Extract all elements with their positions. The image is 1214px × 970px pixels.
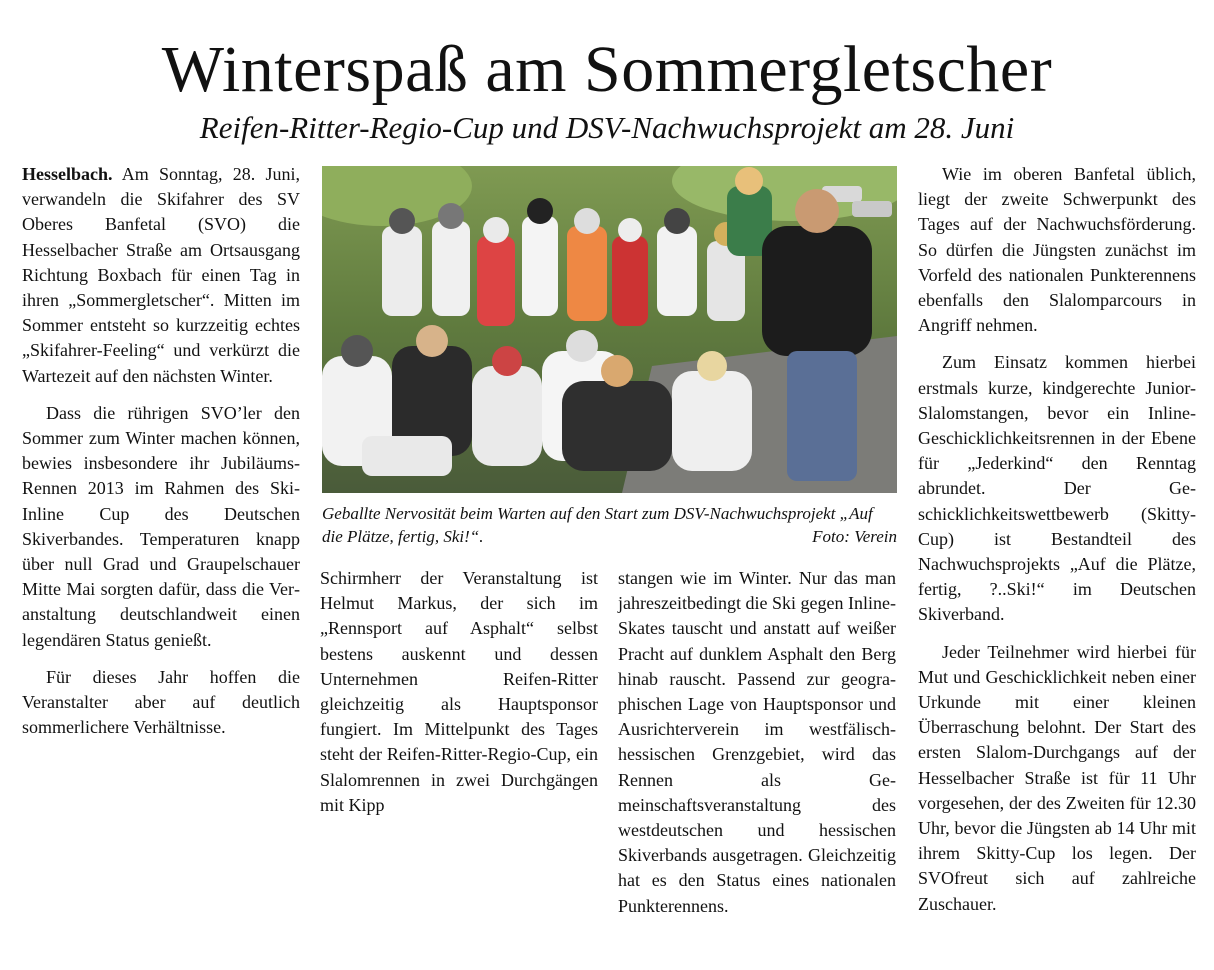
- photo-caption: [322, 502, 897, 548]
- article-headline: Winterspaß am Sommergletscher: [161, 33, 1053, 106]
- article-photo: [322, 166, 897, 493]
- article-column-5: [918, 162, 1196, 929]
- article-paragraph: Schirmherr der Veranstaltung ist Helmut Markus, der sich im „Rennsport auf Asphalt“ selbst bestens auskennt und dessen Unternehmen Reifen-Ritter gleichzeitig als Hauptsponsor fungiert. Im Mittelpunkt des Tages steht der Reifen-Ritter-Regio-Cup, ein Slalomrennen in zwei Durchgängen mit Kipp: [320, 568, 598, 815]
- article-subheadline: Reifen-Ritter-Regio-Cup und DSV-Nachwuchsprojekt am 28. Juni: [199, 110, 1015, 145]
- article-paragraph: Dass die rührigen SVO’ler den Sommer zum Winter machen können, bewies insbesondere ihr Jubiläums-Rennen 2013 im Rahmen des Ski-Inline Cup des Deutschen Skiverbandes. Temperaturen knapp über null Grad und Graupelschauer Mitte Mai sorgten dafür, dass die Veranstaltung deutschlandweit einen legendären Status genießt.: [22, 402, 300, 650]
- article-paragraph: Jeder Teilnehmer wird hierbei für Mut und Geschicklichkeit neben einer Urkunde mit einer kleinen Überraschung belohnt. Der Start des ersten Slalom-Durchgangs auf der Hesselbacher Straße ist für 11 Uhr vorgesehen, der des Zweiten für 12.30 Uhr, bevor die Jüngsten ab 14 Uhr mit ihrem Skitty-Cup los legen. Der SVOfreut sich auf zahlreiche Zuschauer.: [918, 641, 1196, 914]
- photo-credit: Foto: Verein: [812, 527, 897, 546]
- caption-text: Geballte Nervosität beim Warten auf den Start zum DSV-Nachwuchsprojekt „Auf die Plätze, fertig, Ski!“.: [322, 504, 873, 546]
- article-paragraph: Für dieses Jahr hoffen die Veranstalter aber auf deutlich sommerlichere Verhältnisse.: [22, 666, 300, 738]
- article-column-3: [320, 566, 598, 830]
- paragraph-text: Am Sonntag, 28. Juni, verwandeln die Skifahrer des SV Oberes Banfetal (SVO) die Hesselbacher Straße am Ortsausgang Richtung Boxbach für einen Tag in ihren „Sommergletscher“. Mitten im Sommer entsteht so kurzzeitig echtes „Skifahrer-Feeling“ und verkürzt die Wartezeit auf den nächsten Winter.: [22, 164, 300, 386]
- article-column-1: [22, 162, 300, 752]
- article-paragraph: stangen wie im Winter. Nur das man jahreszeitbedingt die Ski gegen Inline-Skates tauscht und anstatt auf weißer Pracht auf dunklem Asphalt den Berg hinab rauscht. Passend zur geographischen Lage von Hauptsponsor und Ausrichterverein im westfälisch-hessischen Grenzgebiet, wird das Rennen als Gemeinschaftsveranstaltung des westdeutschen und hessischen Skiverbands ausgetragen. Gleichzeitig hat es den Status eines nationalen Punkterennens.: [618, 568, 896, 916]
- article-column-4: [618, 566, 896, 931]
- article-paragraph: Wie im oberen Banfetal üblich, liegt der zweite Schwerpunkt des Tages auf der Nachwuchsförderung. So dürfen die Jüngsten zunächst im Vorfeld des nationalen Punkterennens ebenfalls den Slalomparcours in Angriff nehmen.: [918, 164, 1196, 336]
- article-paragraph: Zum Einsatz kommen hierbei erstmals kurze, kindgerechte Junior-Slalomstangen, bevor ein Inline-Geschicklichkeitsrennen in der Ebene für „Jederkind“ den Renntag abrundet. Der Geschicklichkeitswettbewerb (Skitty-Cup) ist Bestandteil des Nachwuchsprojekts „Auf die Plätze, fertig, ?..Ski!“ im Deutschen Skiverband.: [918, 352, 1196, 625]
- article-paragraph: [22, 162, 300, 389]
- dateline: Hesselbach.: [22, 164, 113, 184]
